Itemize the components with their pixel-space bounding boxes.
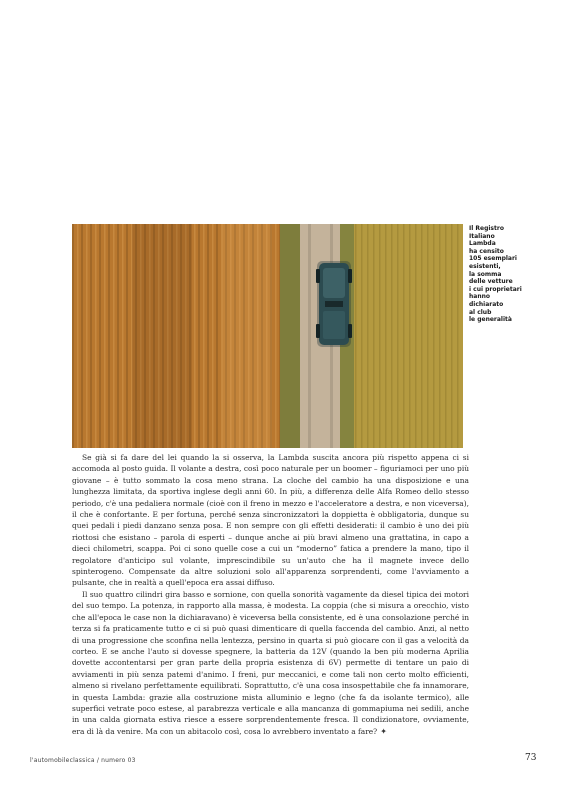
paragraph-2	[72, 589, 469, 737]
caption-line: delle vetture	[469, 278, 513, 286]
caption-line: dichiarato	[469, 300, 504, 308]
end-of-article-icon: ✦	[380, 726, 387, 736]
right-wheat-field	[354, 224, 463, 448]
page-number: 73	[525, 753, 537, 763]
vintage-car	[316, 261, 352, 347]
article-body	[72, 452, 469, 737]
caption-line: al club	[469, 308, 492, 316]
caption-line: le generalità	[469, 316, 512, 324]
photo-caption	[469, 225, 564, 324]
caption-line: Lambda	[469, 240, 496, 248]
caption-line: i cui proprietari	[469, 285, 522, 293]
caption-line: Italiano	[469, 232, 495, 240]
paragraph-2-text: Il suo quattro cilindri gira basso e sornione, con quella sonorità vagamente da diesel tipica dei motori del suo tempo. La potenza, in rapporto alla massa, è modesta. La coppia (che si misura a orecchio, visto che all'epoca le case non la dichiaravano) è viceversa bella consistente, ed è una consolazione perché in terza si fa praticamente tutto e ci si può quasi dimenticare di quella faccenda del cambio. Anzi, al netto di una progressione che sconfina nella lentezza, persino in quarta si può giocare con il gas a velocità da corteo. E se anche l'auto si dovesse spegnere, la batteria da 12V (quando la ben più moderna Aprilia dovette accontentarsi per gran parte della propria esistenza di 6V) permette di tentare un paio di avviamenti in più senza patemi d'animo. I freni, pur meccanici, e come tali non certo molto efficienti, almeno si rivelano perfettamente equilibrati. Soprattutto, c'è una cosa insospettabile che fa innamorare, in questa Lambda: grazie alla costruzione mista alluminio e legno (che fa da isolante termico), alle superfici vetrate poco estese, al parabrezza verticale e alla mancanza di gommapiuma nei sedili, anche in una calda giornata estiva riesce a essere sorprendentemente fresca. Il condizionatore, ovviamente, era di là da venire. Ma con un abitacolo così, cosa lo avrebbero inventato a fare?	[72, 589, 469, 736]
paragraph-1: Se già si fa dare del lei quando la si osserva, la Lambda suscita ancora più rispetto appena ci si accomoda al posto guida. Il volante a destra, così poco naturale per un boomer – figuriamoci per uno più giovane – è tutto sommato la cosa meno strana. La cloche del cambio ha una disposizione e una lunghezza limitata, da sportiva inglese degli anni 60. In più, a differenza delle Alfa Romeo dello stesso periodo, c'è una pedaliera normale (cioè con il freno in mezzo e l'acceleratore a destra, e non viceversa), il che è confortante. E per fortuna, perché senza sincronizzatori la doppietta è obbligatoria, dunque su quei pedali i piedi danzano senza posa. E non sempre con gli effetti desiderati: il cambio è uno dei più riottosi che esistano – parola di esperti – dunque anche ai più bravi almeno una grattatina, in capo a dieci chilometri, scappa. Poi ci sono quelle cose a cui un “moderno” fatica a prendere la mano, tipo il regolatore d'anticipo sul volante, imprescindibile su un'auto che ha il magnete invece dello spinterogeno. Compensate da altre soluzioni solo all'apparenza sorprendenti, come l'avviamento a pulsante, che in realtà a quell'epoca era assai diffuso.	[72, 453, 469, 588]
caption-line: 105 esemplari	[469, 255, 517, 263]
magazine-footer: l'automobileclassica / numero 03	[30, 757, 136, 764]
caption-line: esistenti,	[469, 262, 501, 270]
caption-line: ha censito	[469, 247, 504, 255]
caption-line: hanno	[469, 293, 490, 301]
photo-illustration	[72, 224, 463, 448]
aerial-photo-lambda-road	[72, 224, 463, 448]
caption-line: Il Registro	[469, 225, 504, 232]
caption-line: la somma	[469, 270, 502, 278]
left-verge	[280, 224, 300, 448]
